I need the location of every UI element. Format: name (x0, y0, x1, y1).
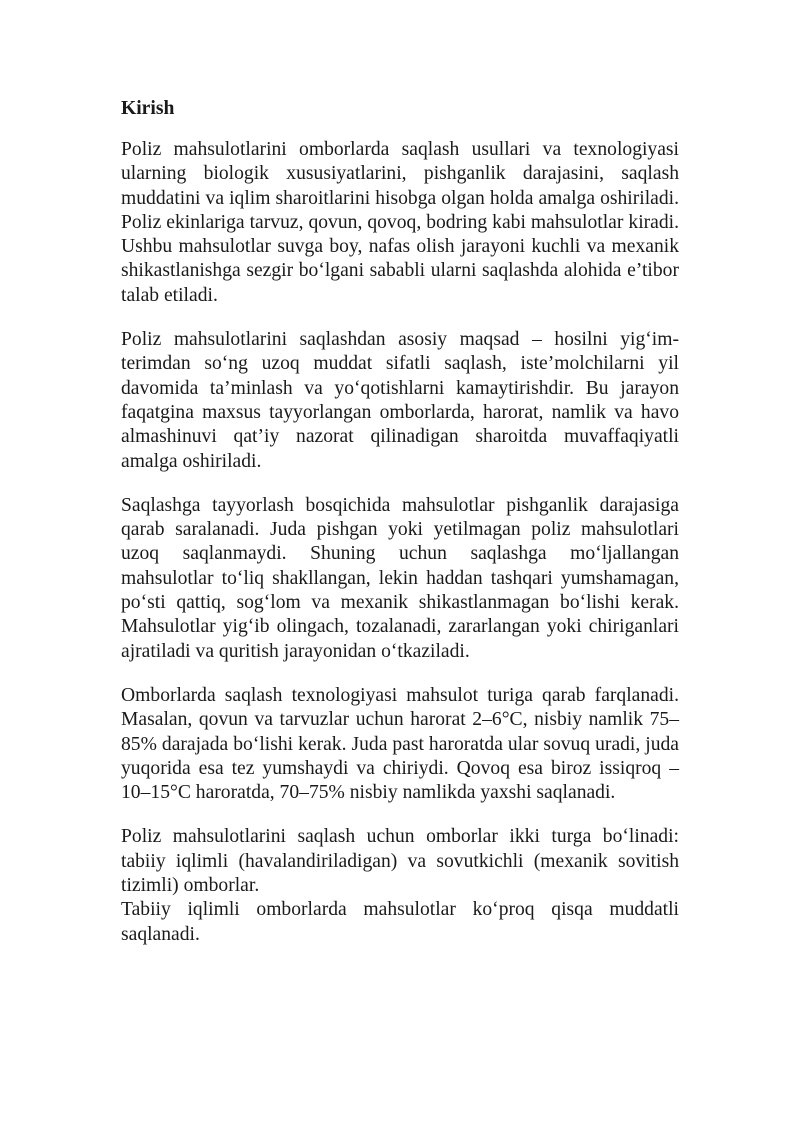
paragraph-intro: Poliz mahsulotlarini omborlarda saqlash usullari va texnologiyasi ularning biologik xususiyatlarini, pishganlik darajasini, saqlash muddatini va iqlim sharoitlarini hisobga olgan holda amalga oshiriladi. Poliz ekinlariga tarvuz, qovun, qovoq, bodring kabi mahsulotlar kiradi. Ushbu mahsulotlar suvga boy, nafas olish jarayoni kuchli va mexanik shikastlanishga sezgir bo‘lgani sababli ularni saqlashda alohida e’tibor talab etiladi. (121, 139, 679, 306)
paragraph-purpose: Poliz mahsulotlarini saqlashdan asosiy maqsad – hosilni yig‘im-terimdan so‘ng uzoq muddat sifatli saqlash, iste’molchilarni yil davomida ta’minlash va yo‘qotishlarni kamaytirishdir. Bu jarayon faqatgina maxsus tayyorlangan omborlarda, harorat, namlik va havo almashinuvi qat’iy nazorat qilinadigan sharoitda muvaffaqiyatli amalga oshiriladi. (121, 329, 679, 472)
paragraph-preparation: Saqlashga tayyorlash bosqichida mahsulotlar pishganlik darajasiga qarab saralanadi. Juda pishgan yoki yetilmagan poliz mahsulotlari uzoq saqlanmaydi. Shuning uchun saqlashga mo‘ljallangan mahsulotlar to‘liq shakllangan, lekin haddan tashqari yumshamagan, po‘sti qattiq, sog‘lom va mexanik shikastlanmagan bo‘lishi kerak. Mahsulotlar yig‘ib olingach, tozalanadi, zararlangan yoki chiriganlari ajratiladi va quritish jarayonidan o‘tkaziladi. (121, 494, 679, 662)
paragraph-natural-storage: Tabiiy iqlimli omborlarda mahsulotlar ko‘proq qisqa muddatli saqlanadi. (121, 899, 679, 945)
document-body (121, 96, 679, 947)
paragraph-technology: Omborlarda saqlash texnologiyasi mahsulot turiga qarab farqlanadi. Masalan, qovun va tarvuzlar uchun harorat 2–6°C, nisbiy namlik 75–85% darajada bo‘lishi kerak. Juda past haroratda ular sovuq uradi, juda yuqorida esa tez yumshaydi va chiriydi. Qovoq esa biroz issiqroq – 10–15°C haroratda, 70–75% nisbiy namlikda yaxshi saqlanadi. (121, 684, 679, 804)
paragraph-storage-types: Poliz mahsulotlarini saqlash uchun omborlar ikki turga bo‘linadi: tabiiy iqlimli (havalandiriladigan) va sovutkichli (mexanik sovitish tizimli) omborlar. (121, 826, 679, 897)
section-heading: Kirish (121, 98, 175, 119)
